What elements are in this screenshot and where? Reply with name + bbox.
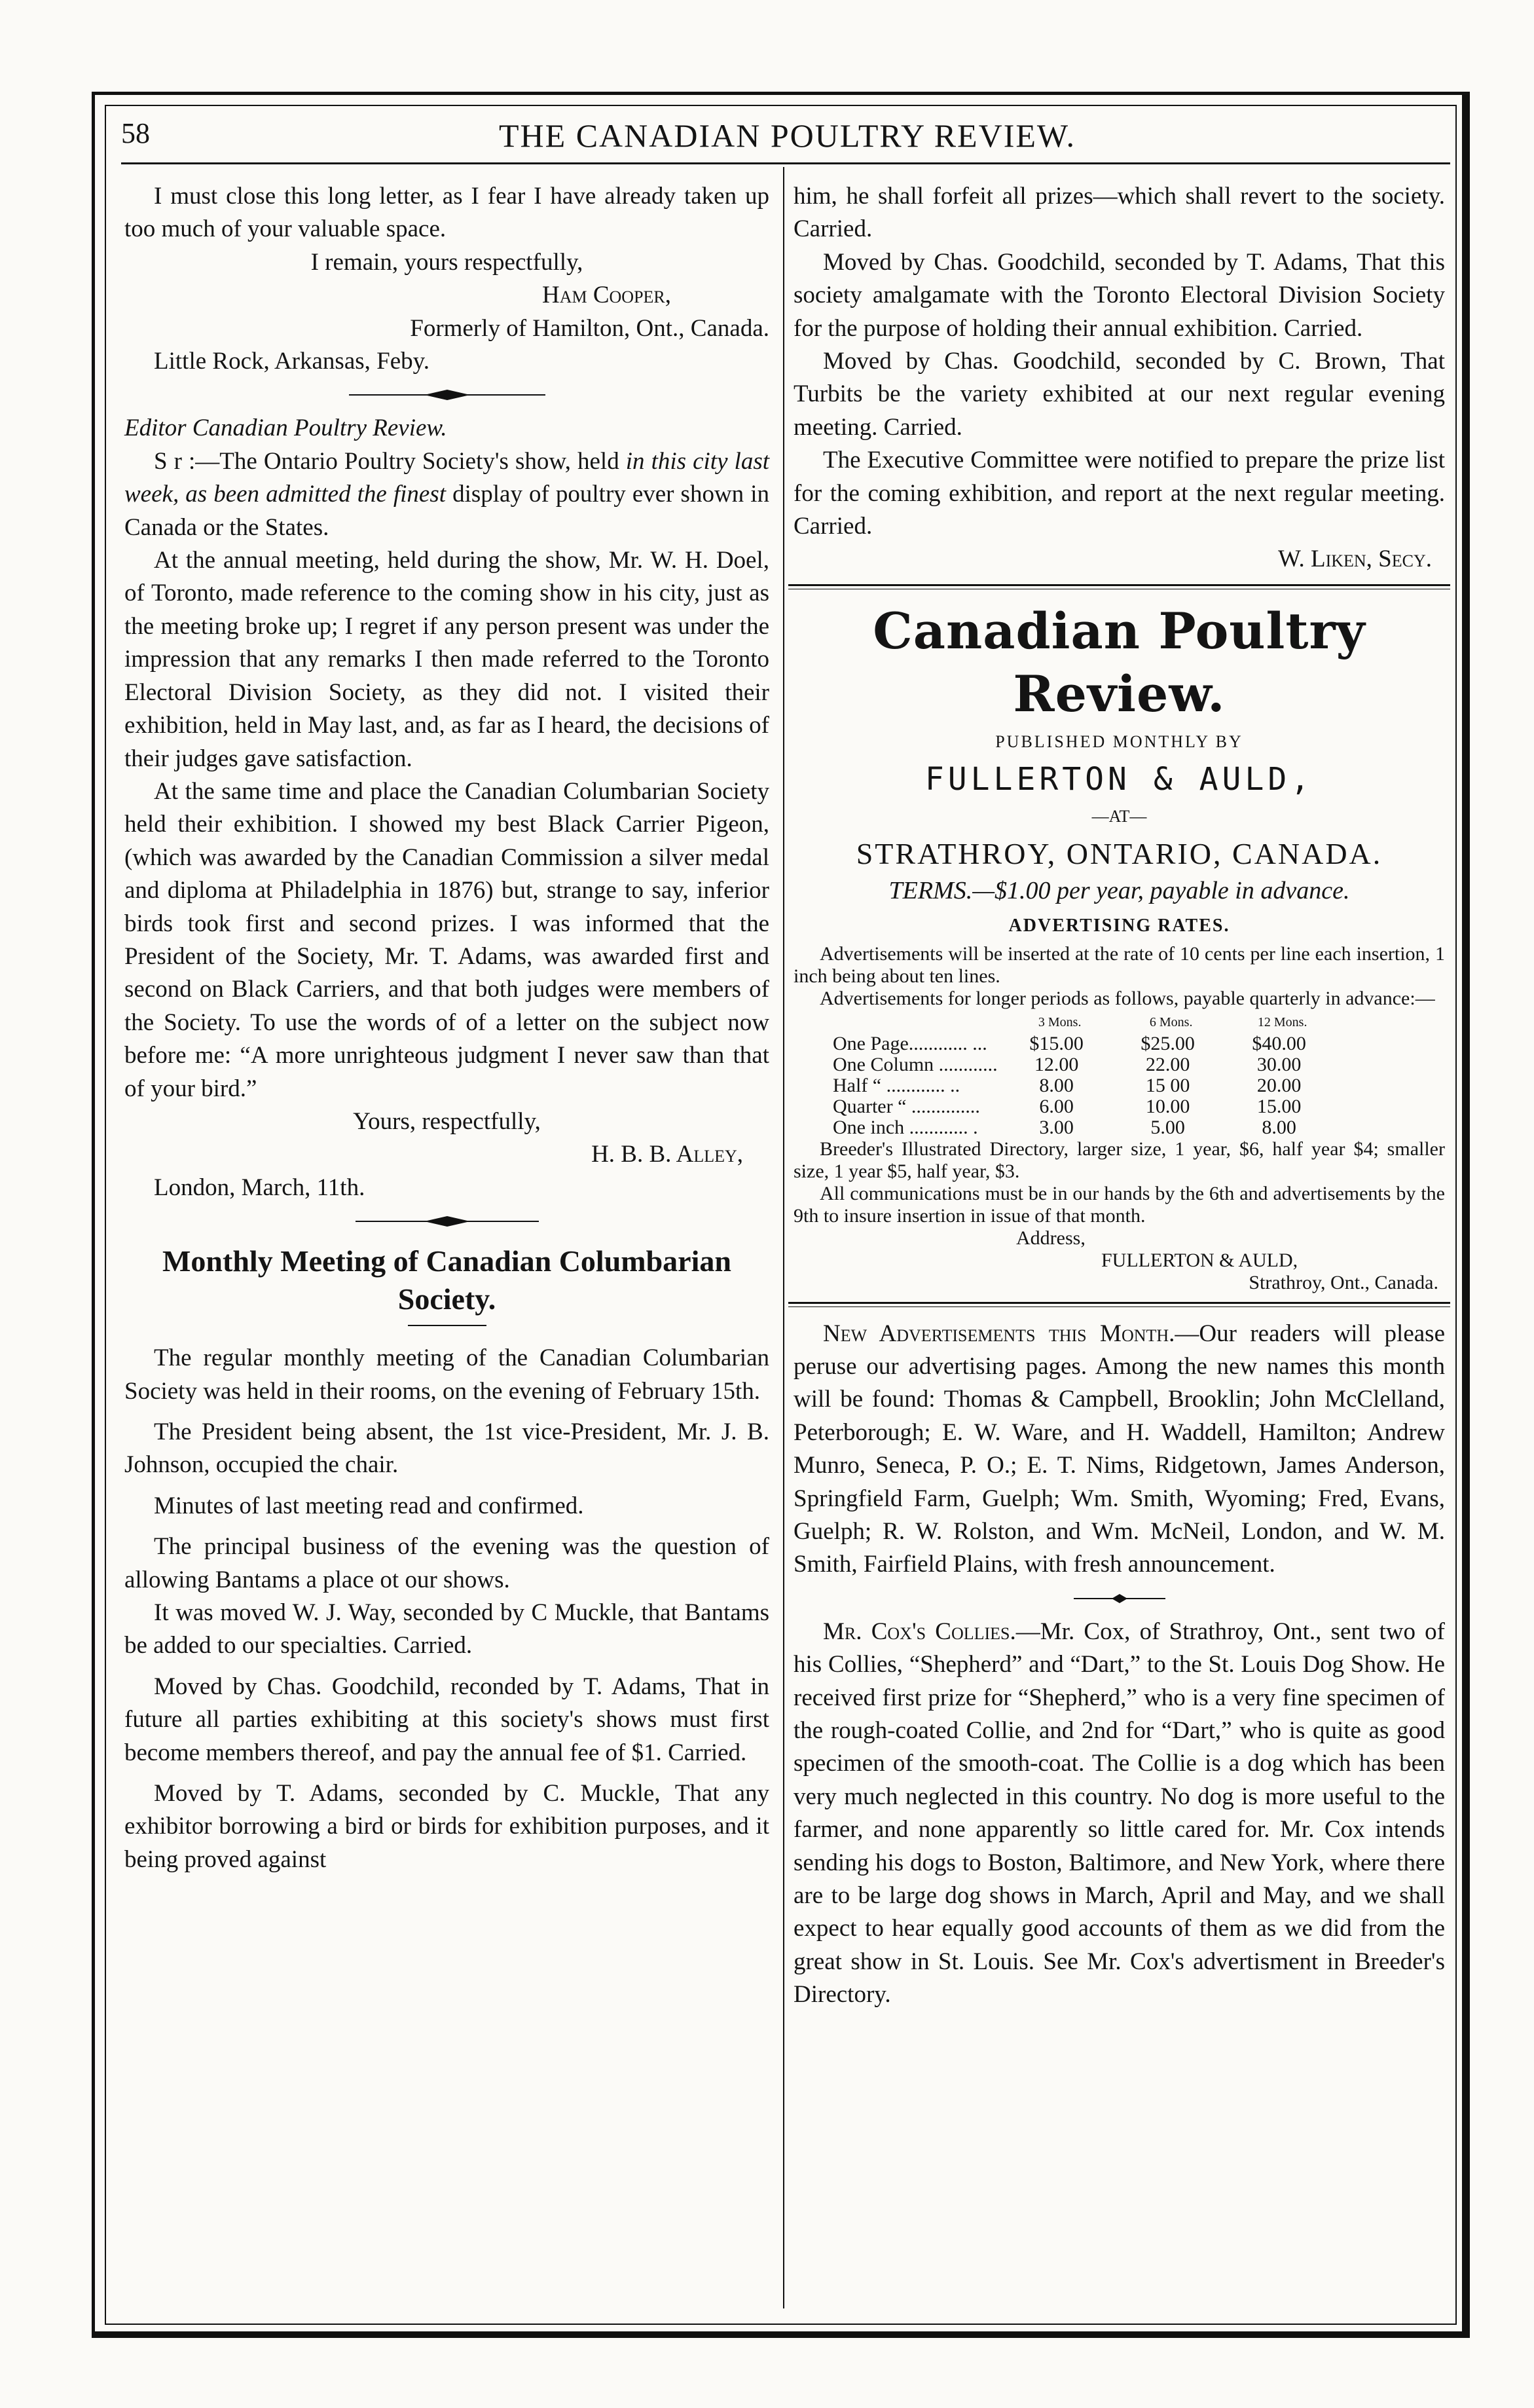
minutes-continued: him, he shall forfeit all prizes—which shall revert to the society. Carried.	[794, 183, 1445, 243]
letter2-paragraph: At the annual meeting, held during the show, Mr. W. H. Doel, of Toronto, made reference to the coming show in his city, just as the meeting broke up; I regret if any person present was under the impression that any remarks I then made referred to the Toronto Electoral Division Society, as they did not. I visited their exhibition, held in May last, and, as far as I heard, the decisions of their judges gave satisfaction.	[124, 547, 769, 772]
address-place: Strathroy, Ont., Canada.	[1249, 1271, 1438, 1293]
minutes-paragraph: Moved by Chas. Goodchild, seconded by C. Brown, That Turbits be the variety exhibited at our next regular evening meeting. Carried.	[794, 348, 1445, 441]
double-rule	[788, 584, 1450, 589]
rates-col-header: 6 Mons.	[1149, 1014, 1193, 1029]
minutes-paragraph: The President being absent, the 1st vice-President, Mr. J. B. Johnson, occupied the chair.	[124, 1418, 769, 1479]
sir-rest: display of poultry ever shown in Canada or the States.	[124, 481, 769, 541]
rates-label: Quarter “ ..............	[833, 1095, 980, 1117]
collies-paragraph	[794, 1616, 1445, 2012]
right-column	[794, 180, 1445, 2012]
rates-header-row	[833, 1011, 1338, 1033]
running-title: THE CANADIAN POULTRY REVIEW.	[499, 117, 1076, 154]
masthead: Canadian Poultry Review.	[873, 601, 1366, 723]
sir-italic: in this city last week, as been admitted the finest	[124, 447, 769, 508]
publication-place: STRATHROY, ONTARIO, CANADA.	[856, 836, 1383, 870]
ornament-divider	[124, 387, 769, 403]
rates-table	[833, 1011, 1338, 1138]
column-rule	[783, 167, 784, 2308]
publisher-name: FULLERTON & AULD,	[924, 761, 1314, 798]
minutes-paragraph: Minutes of last meeting read and confirmed.	[154, 1492, 584, 1519]
letter2-signer: H. B. B. Alley,	[591, 1141, 743, 1168]
signer-title: Formerly of Hamilton, Ont., Canada.	[410, 314, 769, 342]
rates-row	[833, 1117, 1338, 1138]
collies-heading: Mr. Cox's Collies.	[823, 1618, 1016, 1645]
minutes-paragraph: The Executive Committee were notified to prepare the prize list for the coming exhibition, and report at the next regular meeting. Carried.	[794, 447, 1445, 540]
rates-row	[833, 1075, 1338, 1096]
rates-cell: 5.00	[1150, 1116, 1185, 1138]
letter2-closing: Yours, respectfully,	[353, 1107, 541, 1135]
address-label: Address,	[1016, 1227, 1086, 1249]
double-rule	[788, 1302, 1450, 1307]
rates-row	[833, 1054, 1338, 1075]
letter2-place-date: London, March, 11th.	[154, 1174, 365, 1201]
rates-col-header: 3 Mons.	[1038, 1014, 1082, 1029]
rates-cell: $40.00	[1252, 1032, 1306, 1054]
subscription-terms: TERMS.—$1.00 per year, payable in advance.	[888, 876, 1350, 904]
minutes-paragraph: Moved by Chas. Goodchild, reconded by T. Adams, That in future all parties exhibiting at this society's shows must first become members thereof, and pay the annual fee of $1. Carried.	[124, 1673, 769, 1766]
rates-row	[833, 1033, 1338, 1054]
rates-cell: 22.00	[1145, 1053, 1190, 1075]
rates-cell: 8.00	[1262, 1116, 1296, 1138]
rates-cell: 30.00	[1256, 1053, 1302, 1075]
minutes-paragraph: The principal business of the evening was the question of allowing Bantams a place ot our shows.	[124, 1533, 769, 1593]
rates-label: Half “ ............ ..	[833, 1074, 960, 1096]
rates-row	[833, 1096, 1338, 1117]
letter-paragraph: I must close this long letter, as I fear I have already taken up too much of your valuable space.	[124, 183, 769, 243]
new-ads-text: —Our readers will please peruse our advertising pages. Among the new names this month will be found: Thomas & Campbell, Brooklin; John McClelland, Peterborough; E. W. Ware, and H. Waddell, Hamilton; Andrew Munro, Seneca, P. O.; E. T. Nims, Ridgetown, James Anderson, Springfield Farm, Guelph; Wm. Smith, Wyoming; Fred, Evans, Guelph; R. W. Rolston, and Wm. McNeil, London, and W. M. Smith, Fairfield Plains, with fresh announcement.	[794, 1320, 1445, 1578]
at-line: —AT—	[1091, 807, 1147, 826]
rates-label: One inch ............ .	[833, 1116, 978, 1138]
rates-label: One Column ............	[833, 1053, 998, 1075]
advertising-rates-title: ADVERTISING RATES.	[1008, 916, 1230, 936]
address-name: FULLERTON & AULD,	[1101, 1249, 1298, 1271]
letter-closing: I remain, yours respectfully,	[310, 248, 583, 276]
letter-signer: Ham Cooper,	[541, 282, 671, 309]
rates-cell: 20.00	[1256, 1074, 1302, 1096]
section-title: Monthly Meeting of Canadian Columbarian Society.	[162, 1244, 731, 1316]
rates-cell: 8.00	[1039, 1074, 1074, 1096]
collies-text: —Mr. Cox, of Strathroy, Ont., sent two of his Collies, “Shepherd” and “Dart,” to the St. Louis Dog Show. He received first prize for “Shepherd,” who is a very fine specimen of the rough-coated Collie, and 2nd for “Dart,” who is quite as good specimen of the smooth-coat. The Collie is a dog which has been very much neglected in this country. No dog is more useful to the farmer, and none apparently so little cared for. Mr. Cox intends sending his dogs to Boston, Baltimore, and New York, where there are to be large dog shows in March, April and May, and we shall expect to hear equally good accounts of them as we did from the great show in St. Louis. See Mr. Cox's advertisment in Breeder's Directory.	[794, 1618, 1445, 2009]
secretary-signature: W. Liken, Secy.	[1277, 546, 1432, 573]
rates-label: One Page............ ...	[833, 1032, 987, 1054]
letter2-paragraph: At the same time and place the Canadian Columbarian Society held their exhibition. I showed my best Black Carrier Pigeon, (which was awarded by the Canadian Commission a silver medal and diploma at Philadelphia in 1876) but, strange to say, inferior birds took first and second prizes. I was informed that the President of the Society, Mr. T. Adams, was awarded first and second on Black Carriers, and that both judges were members of the Society. To use the words of of a letter on the subject now before me: “A more unrighteous judgment I never saw than that of your bird.”	[124, 777, 769, 1102]
rates-paragraph: All communications must be in our hands by the 6th and advertisements by the 9th to insure insertion in issue of that month.	[794, 1182, 1445, 1227]
rates-cell: 15 00	[1145, 1074, 1190, 1096]
rates-cell: $15.00	[1029, 1032, 1084, 1054]
rates-cell: 3.00	[1039, 1116, 1074, 1138]
rates-cell: 12.00	[1034, 1053, 1079, 1075]
short-rule	[408, 1325, 486, 1326]
minutes-paragraph: It was moved W. J. Way, seconded by C Muckle, that Bantams be added to our specialties. Carried.	[124, 1599, 769, 1659]
letter2-opening	[124, 445, 769, 544]
new-ads-paragraph	[794, 1318, 1445, 1582]
published-line: PUBLISHED MONTHLY BY	[995, 732, 1243, 751]
rates-cell: 15.00	[1256, 1095, 1302, 1117]
rates-col-header: 12 Mons.	[1257, 1014, 1307, 1029]
rates-cell: $25.00	[1141, 1032, 1195, 1054]
ornament-divider	[794, 1591, 1445, 1606]
rates-cell: 6.00	[1039, 1095, 1074, 1117]
rates-cell: 10.00	[1145, 1095, 1190, 1117]
minutes-paragraph: The regular monthly meeting of the Canadian Columbarian Society was held in their rooms, on the evening of February 15th.	[124, 1344, 769, 1405]
minutes-paragraph: Moved by T. Adams, seconded by C. Muckle, That any exhibitor borrowing a bird or birds for exhibition purposes, and it being proved against	[124, 1780, 769, 1873]
header-rule	[121, 162, 1450, 164]
ornament-divider	[124, 1213, 769, 1229]
editor-salutation: Editor Canadian Poultry Review.	[124, 415, 447, 442]
rates-paragraph: Advertisements for longer periods as follows, payable quarterly in advance:—	[820, 987, 1435, 1009]
left-column	[124, 180, 769, 1876]
minutes-paragraph: Moved by Chas. Goodchild, seconded by T. Adams, That this society amalgamate with the Toronto Electoral Division Society for the purpose of holding their annual exhibition. Carried.	[794, 248, 1445, 342]
new-ads-heading: New Advertisements this Month.	[823, 1320, 1175, 1347]
sir-open: S r :—The Ontario Poultry Society's show, held	[154, 447, 626, 475]
letter-place-date: Little Rock, Arkansas, Feby.	[154, 348, 429, 375]
page-header	[121, 117, 1453, 162]
rates-paragraph: Advertisements will be inserted at the rate of 10 cents per line each insertion, 1 inch being about ten lines.	[794, 942, 1445, 987]
page-number: 58	[121, 117, 150, 149]
rates-paragraph: Breeder's Illustrated Directory, larger size, 1 year, $6, half year $4; smaller size, 1 year $5, half year, $3.	[794, 1138, 1445, 1182]
